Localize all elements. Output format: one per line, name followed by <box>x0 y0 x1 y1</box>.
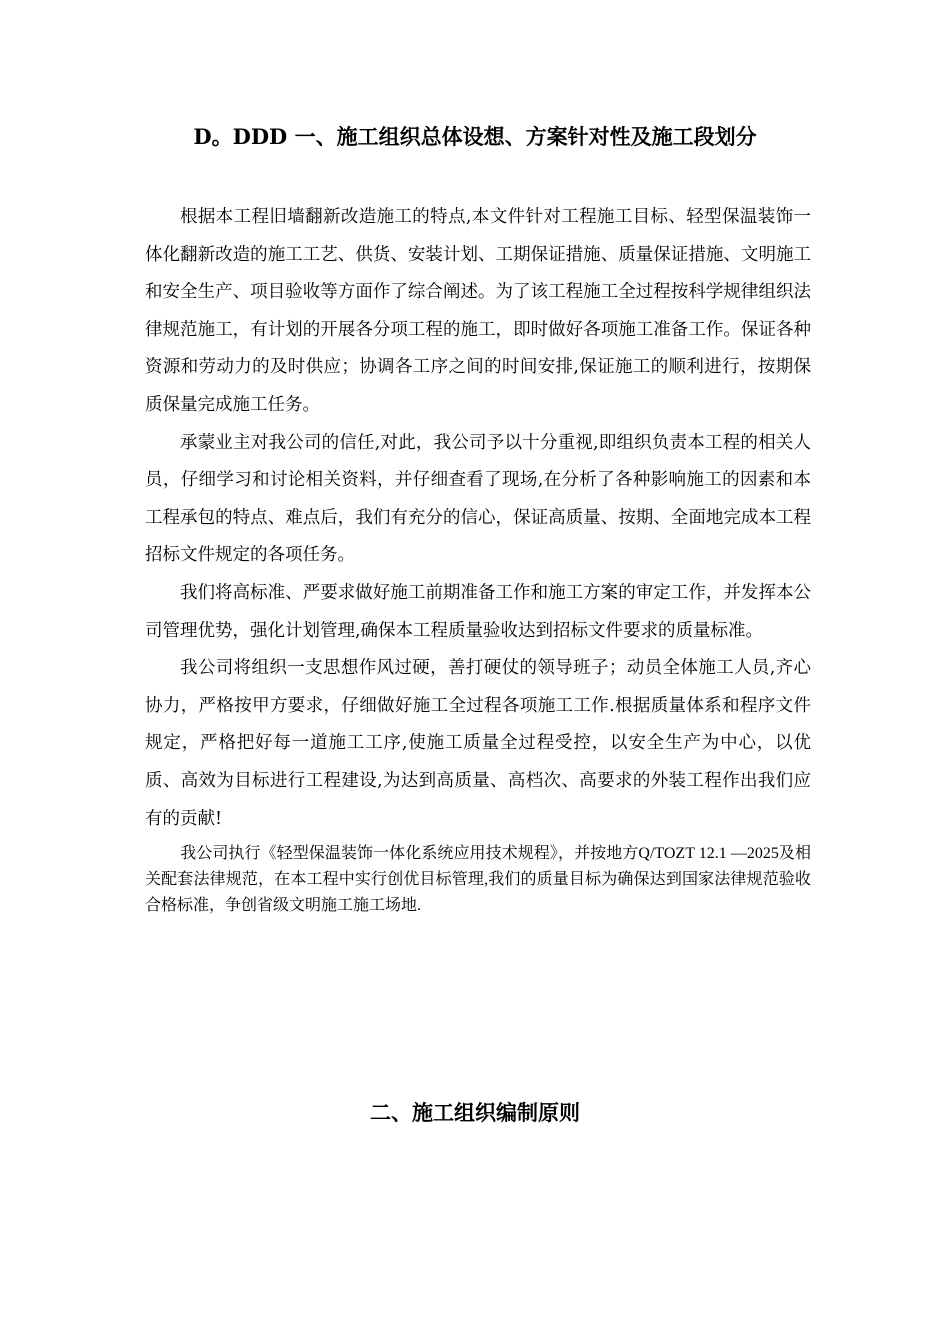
section-heading-2: 二、施工组织编制原则 <box>370 1100 580 1125</box>
document-body <box>145 199 811 919</box>
paragraph-1: 根据本工程旧墙翻新改造施工的特点,本文件针对工程施工目标、轻型保温装饰一体化翻新改造的施工工艺、供货、安装计划、工期保证措施、质量保证措施、文明施工和安全生产、项目验收等方面作了综合阐述。为了该工程施工全过程按科学规律组织法律规范施工，有计划的开展各分项工程的施工，即时做好各项施工准备工作。保证各种资源和劳动力的及时供应；协调各工序之间的时间安排,保证施工的顺利进行，按期保质保量完成施工任务。 <box>145 207 811 415</box>
section-heading-1: D。DDD 一、施工组织总体设想、方案针对性及施工段划分 <box>193 124 757 149</box>
paragraph-5: 我公司执行《轻型保温装饰一体化系统应用技术规程》，并按地方Q/TOZT 12.1 —2025及相关配套法律规范，在本工程中实行创优目标管理,我们的质量目标为确保达到国家法律规范验收合格标准，争创省级文明施工施工场地. <box>145 845 811 915</box>
paragraph-2: 承蒙业主对我公司的信任,对此，我公司予以十分重视,即组织负责本工程的相关人员，仔细学习和讨论相关资料，并仔细查看了现场,在分析了各种影响施工的因素和本工程承包的特点、难点后，我们有充分的信心，保证高质量、按期、全面地完成本工程招标文件规定的各项任务。 <box>145 432 811 566</box>
paragraph-4: 我公司将组织一支思想作风过硬，善打硬仗的领导班子；动员全体施工人员,齐心协力，严格按甲方要求，仔细做好施工全过程各项施工工作.根据质量体系和程序文件规定，严格把好每一道施工工序,使施工质量全过程受控，以安全生产为中心，以优质、高效为目标进行工程建设,为达到高质量、高档次、高要求的外装工程作出我们应有的贡献! <box>145 658 811 829</box>
paragraph-3: 我们将高标准、严要求做好施工前期准备工作和施工方案的审定工作，并发挥本公司管理优势，强化计划管理,确保本工程质量验收达到招标文件要求的质量标准。 <box>145 582 811 641</box>
